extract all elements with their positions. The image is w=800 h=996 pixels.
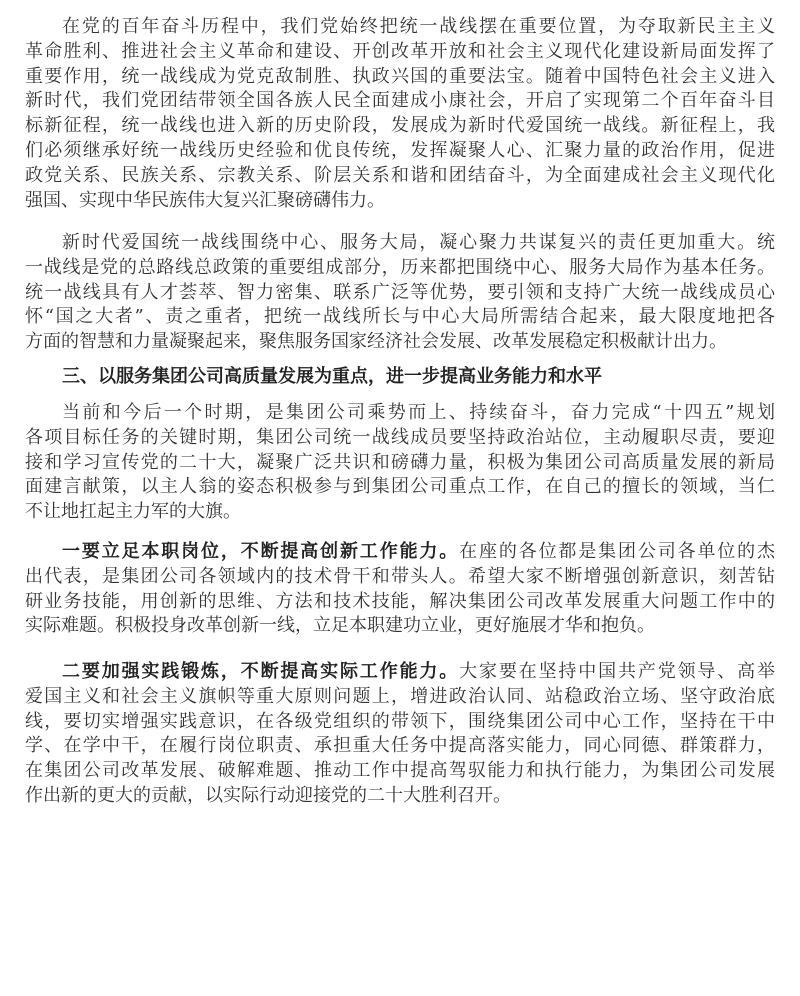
text-line <box>25 426 775 451</box>
line-text: 统一战线具有人才荟萃、智力密集、联系广泛等优势，要引领和支持广大统一战线成员心 <box>25 281 775 303</box>
line-text: 方面的智慧和力量凝聚起来，聚焦服务国家经济社会发展、改革发展稳定积极献计出力。 <box>25 331 727 353</box>
text-line <box>25 164 775 189</box>
line-text: 标新征程，统一战线也进入新的历史阶段，发展成为新时代爱国统一战线。新征程上，我 <box>25 115 775 137</box>
text-line <box>25 305 775 330</box>
line-text: 作出新的更大的贡献，以实际行动迎接党的二十大胜利召开。 <box>25 784 511 806</box>
text-line <box>25 685 775 710</box>
line-text: 在集团公司改革发展、破解难题、推动工作中提高驾驭能力和执行能力，为集团公司发展 <box>25 760 775 782</box>
line-text: 革命胜利、推进社会主义革命和建设、开创改革开放和社会主义现代化建设新局面发挥了 <box>25 40 775 62</box>
text-line <box>25 365 775 390</box>
text-line <box>25 330 775 355</box>
paragraph <box>25 540 775 639</box>
text-line <box>25 451 775 476</box>
text-line <box>25 40 775 65</box>
text-line <box>25 256 775 281</box>
text-line <box>25 759 775 784</box>
line-text: 在座的各位都是集团公司各单位的杰 <box>459 541 775 562</box>
line-text: 出代表，是集团公司各领域内的技术骨干和带头人。希望大家不断增强创新意识，刻苦钻 <box>25 565 775 587</box>
text-line <box>25 710 775 735</box>
line-text: 学、在学中干，在履行岗位职责、承担重大任务中提高落实能力，同心同德、群策群力， <box>25 735 775 757</box>
line-text: 们必须继承好统一战线历史经验和优良传统，发挥凝聚人心、汇聚力量的政治作用，促进 <box>25 139 775 161</box>
line-text: 线，要切实增强实践意识，在各级党组织的带领下，围绕集团公司中心工作，坚持在干中 <box>25 710 775 732</box>
text-line <box>25 614 775 639</box>
text-line <box>25 565 775 590</box>
paragraph <box>25 401 775 525</box>
text-line <box>25 114 775 139</box>
line-text: 强国、实现中华民族伟大复兴汇聚磅礴伟力。 <box>25 189 385 211</box>
line-text: 接和学习宣传党的二十大，凝聚广泛共识和磅礴力量，积极为集团公司高质量发展的新局 <box>25 451 775 473</box>
text-line <box>25 231 775 256</box>
bold-lead-text: 一要立足本职岗位，不断提高创新工作能力。 <box>62 541 460 562</box>
text-line <box>25 189 775 214</box>
line-text: 研业务技能，用创新的思维、方法和技术技能，解决集团公司改革发展重大问题工作中的 <box>25 590 775 612</box>
text-line <box>25 784 775 809</box>
bold-lead-text: 三、以服务集团公司高质量发展为重点，进一步提高业务能力和水平 <box>62 366 602 387</box>
text-line <box>25 660 775 685</box>
text-line <box>25 500 775 525</box>
line-text: 新时代，我们党团结带领全国各族人民全面建成小康社会，开启了实现第二个百年奋斗目 <box>25 90 775 112</box>
line-text: 各项目标任务的关键时期，集团公司统一战线成员要坚持政治站位，主动履职尽责，要迎 <box>25 426 775 448</box>
text-line <box>25 734 775 759</box>
text-line <box>25 475 775 500</box>
line-text: 当前和今后一个时期，是集团公司乘势而上、持续奋斗，奋力完成“十四五”规划 <box>62 402 775 423</box>
paragraph <box>25 660 775 809</box>
line-text: 一战线是党的总路线总政策的重要组成部分，历来都把围绕中心、服务大局作为基本任务。 <box>25 256 775 278</box>
line-text: 不让地扛起主力军的大旗。 <box>25 501 241 523</box>
line-text: 重要作用，统一战线成为党克敌制胜、执政兴国的重要法宝。随着中国特色社会主义进入 <box>25 65 775 87</box>
text-line <box>25 281 775 306</box>
paragraph <box>25 231 775 355</box>
text-line <box>25 15 775 40</box>
line-text: 新时代爱国统一战线围绕中心、服务大局，凝心聚力共谋复兴的责任更加重大。统 <box>62 232 775 253</box>
text-line <box>25 401 775 426</box>
bold-lead-text: 二要加强实践锻炼，不断提高实际工作能力。 <box>62 661 460 682</box>
line-text: 在党的百年奋斗历程中，我们党始终把统一战线摆在重要位置，为夺取新民主主义 <box>62 16 775 37</box>
paragraph <box>25 15 775 213</box>
text-line <box>25 89 775 114</box>
line-text: 大家要在坚持中国共产党领导、高举 <box>459 661 775 682</box>
line-text: 实际难题。积极投身改革创新一线，立足本职建功立业，更好施展才华和抱负。 <box>25 615 655 637</box>
line-text: 面建言献策，以主人翁的姿态积极参与到集团公司重点工作，在自己的擅长的领域，当仁 <box>25 476 775 498</box>
section-heading <box>25 365 775 390</box>
line-text: 爱国主义和社会主义旗帜等重大原则问题上，增进政治认同、站稳政治立场、坚守政治底 <box>25 685 775 707</box>
text-line <box>25 590 775 615</box>
text-line <box>25 540 775 565</box>
text-line <box>25 65 775 90</box>
line-text: 怀“国之大者”、责之重者，把统一战线所长与中心大局所需结合起来，最大限度地把各 <box>25 306 775 328</box>
text-line <box>25 139 775 164</box>
line-text: 政党关系、民族关系、宗教关系、阶层关系和谐和团结奋斗，为全面建成社会主义现代化 <box>25 164 775 186</box>
